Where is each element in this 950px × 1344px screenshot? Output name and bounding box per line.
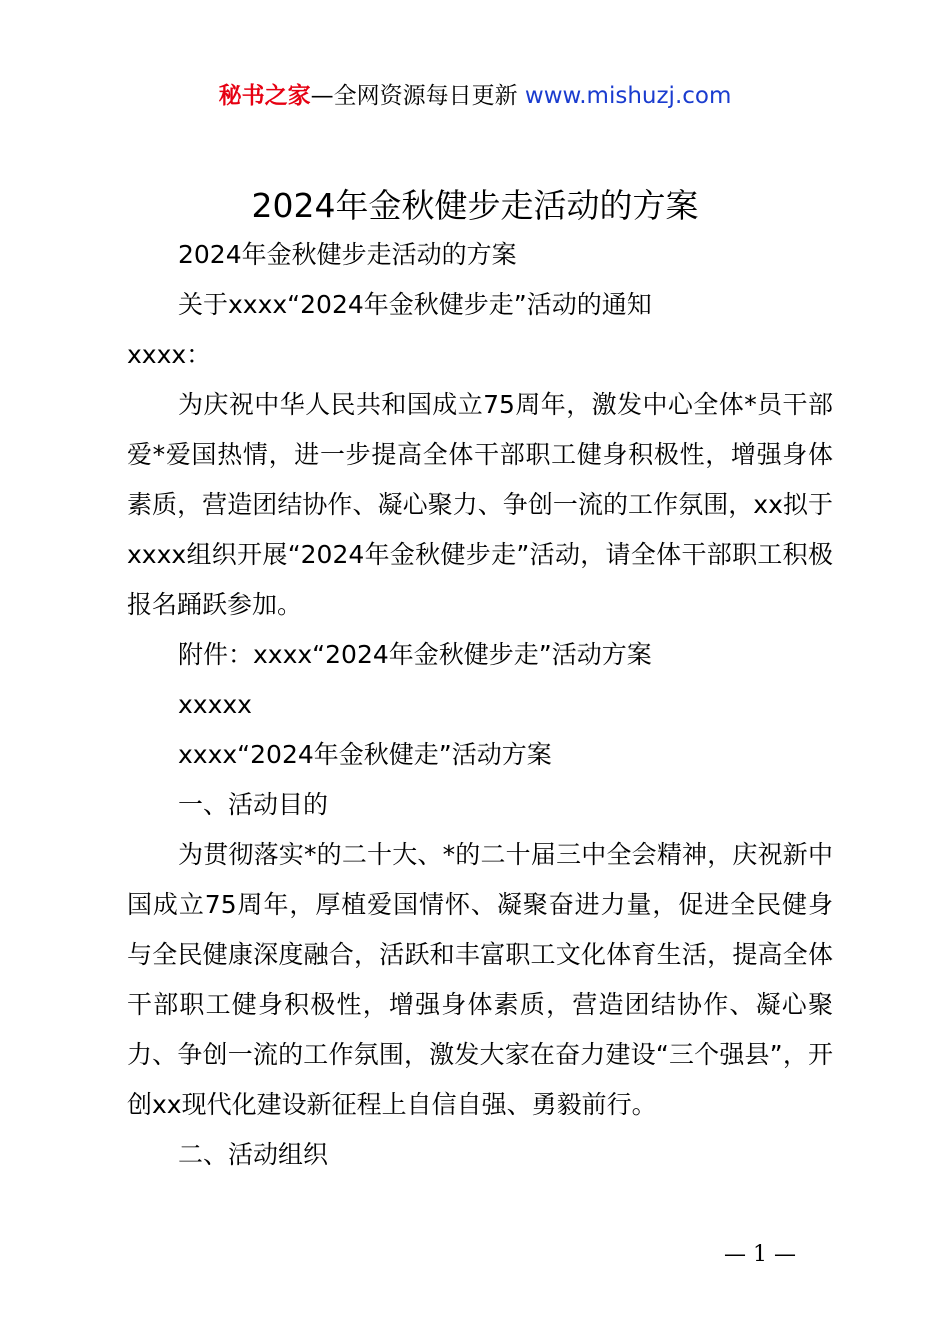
header-tagline: —全网资源每日更新 — [310, 83, 518, 109]
purpose-body-paragraph: 为贯彻落实*的二十大、*的二十届三中全会精神，庆祝新中国成立75周年，厚植爱国情怀、凝聚奋进力量，促进全民健身与全民健康深度融合，活跃和丰富职工文化体育生活，提高全体干部职工健身积极性，增强身体素质，营造团结协作、凝心聚力、争创一流的工作氛围，激发大家在奋力建设“三个强县”，开创xx现代化建设新征程上自信自强、勇毅前行。 — [127, 840, 833, 1119]
document-body — [127, 230, 833, 1180]
section-heading-purpose: 一、活动目的 — [178, 790, 329, 819]
plan-title-paragraph: xxxx“2024年金秋健走”活动方案 — [178, 740, 552, 769]
page-number: — 1 — — [724, 1242, 796, 1267]
section-heading-organization: 二、活动组织 — [178, 1140, 329, 1169]
salutation-paragraph: xxxx： — [127, 340, 212, 369]
site-url-link[interactable]: www.mishuzj.com — [524, 83, 732, 109]
brand-name: 秘书之家 — [218, 83, 311, 109]
issuer-paragraph: xxxxx — [178, 690, 252, 719]
subtitle-paragraph: 2024年金秋健步走活动的方案 — [178, 240, 517, 269]
notice-body-paragraph: 为庆祝中华人民共和国成立75周年，激发中心全体*员干部爱*爱国热情，进一步提高全体干部职工健身积极性，增强身体素质，营造团结协作、凝心聚力、争创一流的工作氛围，xx拟于xxxx组织开展“2024年金秋健步走”活动，请全体干部职工积极报名踊跃参加。 — [127, 390, 833, 619]
notice-title-paragraph: 关于xxxx“2024年金秋健步走”活动的通知 — [178, 290, 652, 319]
site-header — [0, 80, 950, 112]
attachment-paragraph: 附件：xxxx“2024年金秋健步走”活动方案 — [178, 640, 652, 669]
document-title: 2024年金秋健步走活动的方案 — [251, 186, 699, 225]
